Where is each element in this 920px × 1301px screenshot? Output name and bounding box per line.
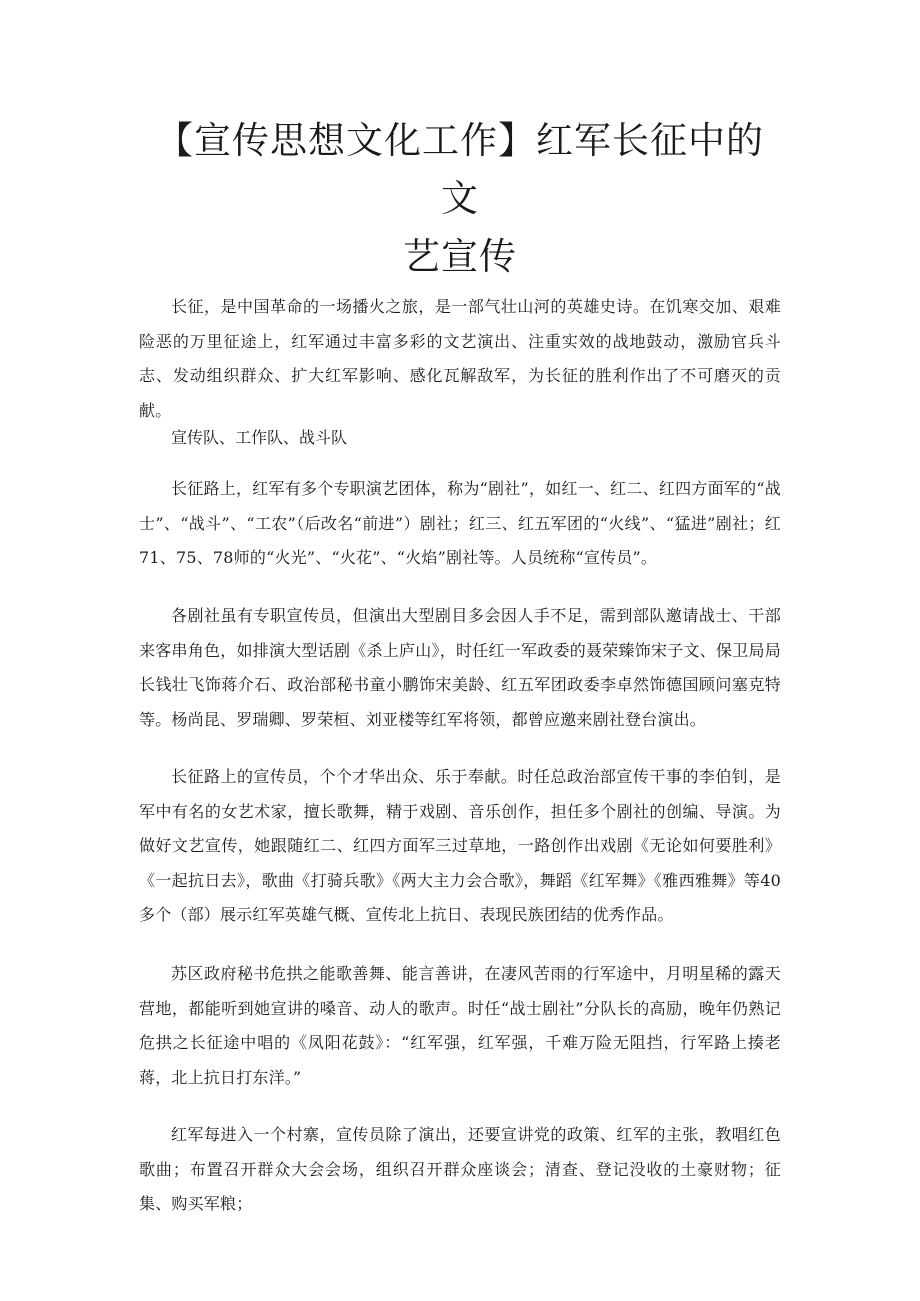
paragraph-wei-gongzhi: 苏区政府秘书危拱之能歌善舞、能言善讲，在凄风苦雨的行军途中，月明星稀的露天营地，都能听到她宣讲的嗓音、动人的歌声。时任“战士剧社”分队长的高励，晚年仍熟记危拱之长征途中唱的《凤阳花鼓》：“红军强，红军强，千难万险无阻挡，行军路上揍老蒋，北上抗日打东洋。” bbox=[139, 964, 781, 1087]
title-line-2: 艺宣传 bbox=[403, 235, 517, 278]
paragraph-troupes: 长征路上，红军有多个专职演艺团体，称为“剧社”，如红一、红二、红四方面军的“战士”、“战斗”、“工农”（后改名“前进”）剧社；红三、红五军团的“火线”、“猛进”剧社；红71、75、78师的“火光”、“火花”、“火焰”剧社等。人员统称“宣传员”。 bbox=[139, 479, 781, 567]
page-title bbox=[140, 112, 780, 286]
paragraph-guest-actors: 各剧社虽有专职宣传员，但演出大型剧目多会因人手不足，需到部队邀请战士、干部来客串角色，如排演大型话剧《杀上庐山》，时任红一军政委的聂荣臻饰宋子文、保卫局局长钱壮飞饰蒋介石、政治部秘书童小鹏饰宋美龄、红五军团政委李卓然饰德国顾问塞克特等。杨尚昆、罗瑞卿、罗荣桓、刘亚楼等红军将领，都曾应邀来剧社登台演出。 bbox=[139, 606, 781, 729]
title-line-1: 【宣传思想文化工作】红军长征中的文 bbox=[156, 119, 764, 220]
paragraph-village-work: 红军每进入一个村寨，宣传员除了演出，还要宣讲党的政策、红军的主张，教唱红色歌曲；布置召开群众大会会场，组织召开群众座谈会；清查、登记没收的土豪财物；征集、购买军粮； bbox=[139, 1125, 781, 1213]
paragraph-li-bozhao: 长征路上的宣传员，个个才华出众、乐于奉献。时任总政治部宣传干事的李伯钊，是军中有名的女艺术家，擅长歌舞，精于戏剧、音乐创作，担任多个剧社的创编、导演。为做好文艺宣传，她跟随红二、红四方面军三过草地，一路创作出戏剧《无论如何要胜利》《一起抗日去》，歌曲《打骑兵歌》《两大主力会合歌》，舞蹈《红军舞》《雅西雅舞》等40多个（部）展示红军英雄气概、宣传北上抗日、表现民族团结的优秀作品。 bbox=[139, 767, 781, 924]
paragraph-intro: 长征，是中国革命的一场播火之旅，是一部气壮山河的英雄史诗。在饥寒交加、艰难险恶的万里征途上，红军通过丰富多彩的文艺演出、注重实效的战地鼓动，激励官兵斗志、发动组织群众、扩大红军影响、感化瓦解敌军，为长征的胜利作出了不可磨灭的贡献。 bbox=[139, 297, 781, 420]
section-heading: 宣传队、工作队、战斗队 bbox=[171, 428, 348, 447]
